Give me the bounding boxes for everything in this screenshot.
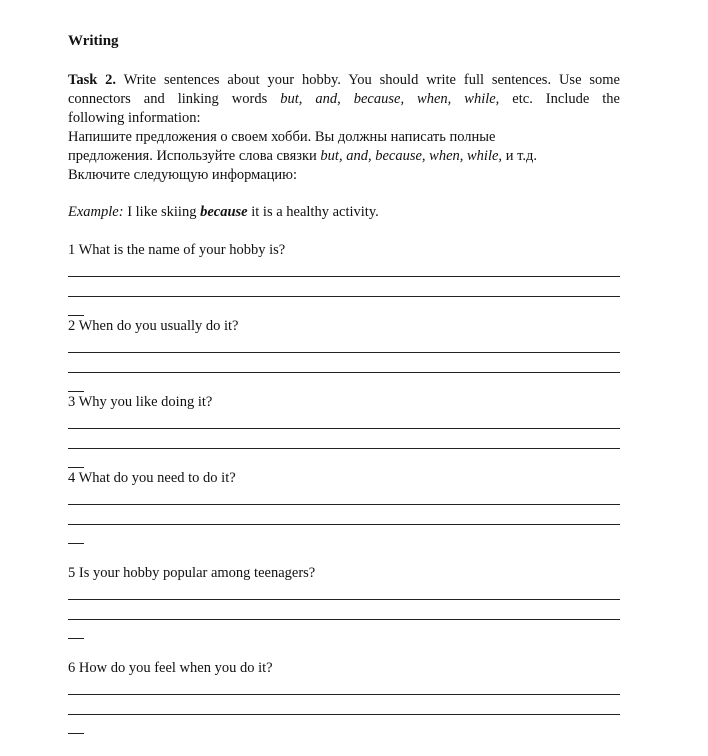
answer-line-5a[interactable] [68, 599, 620, 600]
task-ru-line3: Включите следующую информацию: [68, 167, 298, 183]
task-ru-connectors: but, and, because, when, while, [320, 148, 503, 164]
task-ru-line2-a: предложения. Используйте слова связки [68, 148, 321, 164]
example-label: Example: [68, 204, 124, 220]
task-en-line2-a: connectors and linking words [68, 91, 281, 107]
task-label: Task 2. [68, 72, 117, 88]
answer-stub-5 [68, 638, 84, 639]
example-keyword: because [200, 204, 248, 220]
question-5: 5 Is your hobby popular among teenagers? [68, 565, 316, 581]
task-ru-line2-b: и т.д. [502, 148, 537, 164]
answer-line-1a[interactable] [68, 276, 620, 277]
task-instructions [68, 71, 620, 185]
question-3: 3 Why you like doing it? [68, 394, 213, 410]
task-en-line3: following information: [68, 110, 201, 126]
task-en-line2-b: etc. Include the [499, 91, 620, 107]
answer-line-6b[interactable] [68, 714, 620, 715]
question-2: 2 When do you usually do it? [68, 318, 239, 334]
question-1: 1 What is the name of your hobby is? [68, 242, 286, 258]
task-line-5 [68, 147, 620, 166]
answer-stub-1 [68, 315, 84, 316]
task-en-part1: Write sentences about your hobby. You should write full sentences. Use some [116, 72, 620, 88]
answer-line-4b[interactable] [68, 524, 620, 525]
example-sentence [68, 204, 379, 221]
answer-line-3a[interactable] [68, 428, 620, 429]
example-text-a: I like skiing [123, 204, 201, 220]
answer-line-2b[interactable] [68, 372, 620, 373]
task-line-1 [68, 71, 620, 90]
task-en-connectors: but, and, because, when, while, [280, 91, 500, 107]
question-6: 6 How do you feel when you do it? [68, 660, 273, 676]
answer-stub-6 [68, 733, 84, 734]
answer-line-4a[interactable] [68, 504, 620, 505]
answer-stub-4 [68, 543, 84, 544]
example-text-b: it is a healthy activity. [247, 204, 379, 220]
answer-line-3b[interactable] [68, 448, 620, 449]
task-ru-line1: Напишите предложения о своем хобби. Вы должны написать полные [68, 129, 496, 145]
question-4: 4 What do you need to do it? [68, 470, 236, 486]
answer-line-6a[interactable] [68, 694, 620, 695]
section-heading: Writing [68, 33, 119, 49]
answer-line-5b[interactable] [68, 619, 620, 620]
answer-stub-2 [68, 391, 84, 392]
answer-stub-3 [68, 467, 84, 468]
task-line-2 [68, 90, 620, 109]
answer-line-2a[interactable] [68, 352, 620, 353]
answer-line-1b[interactable] [68, 296, 620, 297]
